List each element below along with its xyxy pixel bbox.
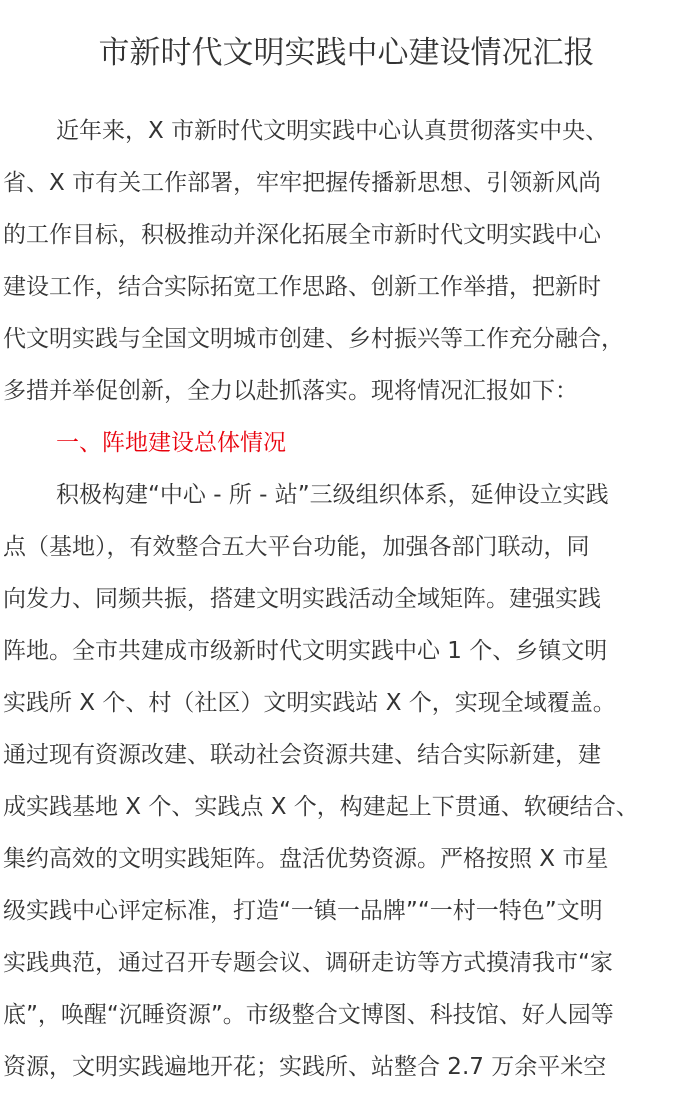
paragraph-line: 代文明实践与全国文明城市创建、乡村振兴等工作充分融合， — [3, 326, 624, 352]
intro-paragraph — [3, 105, 624, 417]
paragraph-line: 实践典范，通过召开专题会议、调研走访等方式摸清我市“家 — [3, 950, 613, 976]
paragraph-line: 积极构建“中心 - 所 - 站”三级组织体系，延伸设立实践 — [56, 482, 609, 508]
document-title: 市新时代文明实践中心建设情况汇报 — [98, 35, 595, 71]
paragraph-line: 通过现有资源改建、联动社会资源共建、结合实际新建，建 — [3, 742, 601, 768]
paragraph-line: 集约高效的文明实践矩阵。盘活优势资源。严格按照 X 市星 — [3, 846, 609, 872]
paragraph-line: 建设工作，结合实际拓宽工作思路、创新工作举措，把新时 — [3, 274, 601, 300]
section-heading: 一、阵地建设总体情况 — [56, 430, 286, 456]
paragraph-line: 省、X 市有关工作部署，牢牢把握传播新思想、引领新风尚 — [3, 170, 602, 196]
paragraph-line: 近年来，X 市新时代文明实践中心认真贯彻落实中央、 — [56, 118, 609, 144]
paragraph-line: 实践所 X 个、村（社区）文明实践站 X 个，实现全域覆盖。 — [3, 690, 616, 716]
paragraph-line: 向发力、同频共振，搭建文明实践活动全域矩阵。建强实践 — [3, 586, 601, 612]
paragraph-line: 成实践基地 X 个、实践点 X 个，构建起上下贯通、软硬结合、 — [3, 794, 639, 820]
paragraph-line: 阵地。全市共建成市级新时代文明实践中心 1 个、乡镇文明 — [3, 638, 608, 664]
paragraph-line: 资源，文明实践遍地开花；实践所、站整合 2.7 万余平米空 — [3, 1054, 607, 1080]
section-1-paragraph — [3, 469, 639, 1093]
paragraph-line: 点（基地），有效整合五大平台功能，加强各部门联动，同 — [3, 534, 590, 560]
paragraph-line: 的工作目标，积极推动并深化拓展全市新时代文明实践中心 — [3, 222, 601, 248]
paragraph-line: 级实践中心评定标准，打造“一镇一品牌”“一村一特色”文明 — [3, 898, 603, 924]
paragraph-line: 底”，唤醒“沉睡资源”。市级整合文博图、科技馆、好人园等 — [3, 1002, 614, 1028]
paragraph-line: 多措并举促创新，全力以赴抓落实。现将情况汇报如下： — [3, 378, 578, 404]
